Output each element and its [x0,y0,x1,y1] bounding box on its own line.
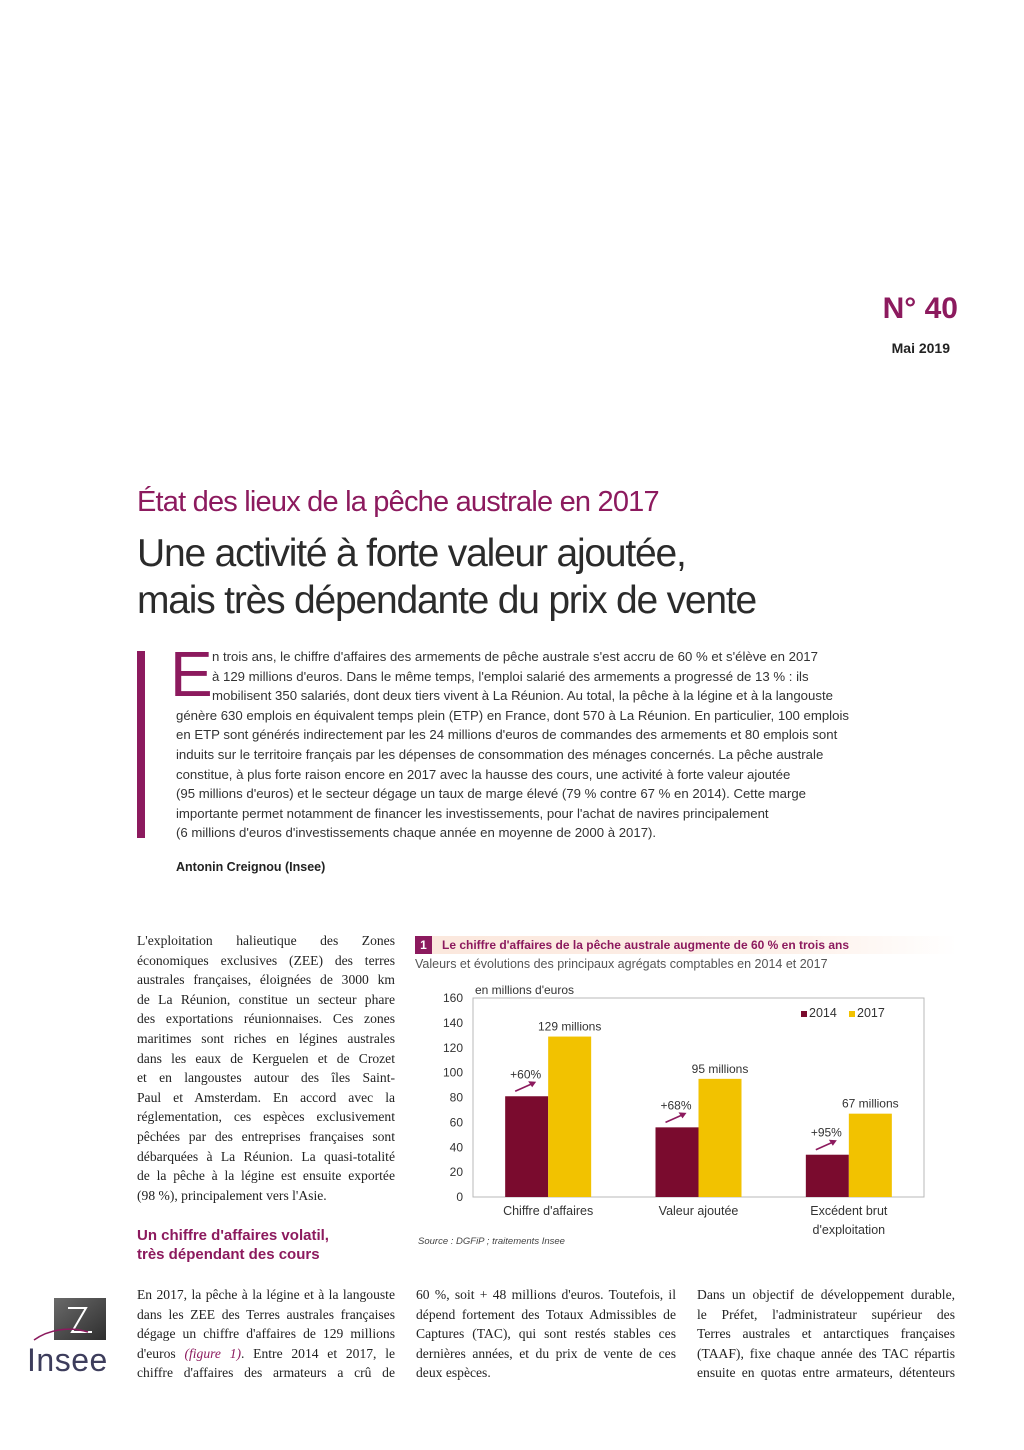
figure-reference-link[interactable]: (figure 1) [184,1345,242,1361]
body-line: ensuite en quotas entre armateurs, détenteurs [697,1365,955,1381]
legend-swatch [849,1011,855,1017]
insee-wordmark: Insee [27,1342,108,1378]
body-line: réglementation, ces espèces exclusivement [137,1109,395,1125]
body-line: et en langoustes autour des îles Saint- [137,1070,395,1086]
y-tick-label: 60 [449,1115,463,1130]
lead-line: n trois ans, le chiffre d'affaires des armements de pêche australe s'est accru de 60 % et s'élève en 2017 [212,649,818,664]
body-line: de La Réunion, constitue un secteur phare [137,991,395,1007]
subheading-line: très dépendant des cours [137,1246,320,1263]
x-tick-label: Chiffre d'affaires [503,1204,594,1218]
body-line: Terres australes et antarctiques françaises [697,1326,955,1342]
lead-line: constitue, à plus forte raison encore en 2017 avec la hausse des cours, une activité à forte valeur ajoutée [176,766,791,782]
bar-2017 [849,1114,892,1197]
figure-number-badge: 1 [415,936,432,954]
value-label: 129 millions [537,1019,602,1034]
x-tick-label: d'exploitation [812,1223,886,1237]
bar-2017 [699,1079,742,1197]
body-line: (98 %), principalement vers l'Asie. [137,1187,327,1203]
body-line: de la pêche à la légine est ensuite exportée [137,1168,395,1184]
growth-label: +68% [660,1098,692,1113]
lead-line: induits sur le territoire français par les dépenses de consommation des ménages concernés. La pêche australe [176,746,824,762]
body-line: dépend fortement des Totaux Admissibles de [416,1306,676,1322]
body-line [137,1344,395,1364]
body-line: le Préfet, l'administrateur supérieur des [697,1306,955,1322]
lead-accent-bar [137,651,145,838]
article-author: Antonin Creignou (Insee) [176,860,326,874]
x-tick-label: Valeur ajoutée [658,1204,739,1218]
legend-label: 2017 [857,1006,885,1020]
x-tick-label: Excédent brut [810,1204,888,1218]
body-line: des exportations réunionnaises. Ces zones [137,1011,395,1027]
figure-source: Source : DGFiP ; traitements Insee [418,1236,565,1247]
section-subheading [137,1226,329,1264]
lead-line: à 129 millions d'euros. Dans le même temps, l'emploi salarié des armements a progressé de 13 % : ils [212,668,809,684]
body-line: australes françaises, éloignées de 3000 km [137,972,395,988]
body-line: dans les eaux de Kerguelen et de Crozet [137,1050,395,1066]
body-line: Paul et Amsterdam. En accord avec la [137,1089,395,1105]
body-line: 60 %, soit + 48 millions d'euros. Toutefois, il [416,1287,676,1302]
growth-label: +95% [810,1125,842,1140]
body-line: En 2017, la pêche à la légine et à la langouste [137,1287,395,1302]
body-line: (TAAF), fixe chaque année des TAC répartis [697,1345,955,1361]
y-tick-label: 20 [449,1165,463,1180]
bar-2014 [806,1155,849,1197]
growth-label: +60% [510,1067,542,1082]
lead-line: (6 millions d'euros d'investissements chaque année en moyenne de 2000 à 2017). [176,825,657,841]
bar-2017 [548,1037,591,1197]
body-line: débarquées à La Réunion. La quasi-totalité [137,1148,395,1164]
y-tick-label: 160 [442,991,463,1005]
body-line: chiffre d'affaires des armateurs a crû de [137,1365,395,1381]
body-column-2 [416,1285,676,1383]
lead-line: génère 630 emplois en équivalent temps plein (ETP) en France, dont 570 à La Réunion. En particulier, 100 emplois [176,707,849,723]
body-line: deux espèces. [416,1365,491,1381]
lead-line: importante permet notamment de financer les investissements, pour l'achat de navires principalement [176,805,769,821]
figure-subtitle: Valeurs et évolutions des principaux agrégats comptables en 2014 et 2017 [415,957,828,971]
bar-2014 [505,1096,548,1197]
headline-line: Une activité à forte valeur ajoutée, [137,532,686,575]
body-line: maritimes sont riches en légines australes [137,1030,395,1046]
body-text: d'euros [137,1345,185,1361]
body-line: dans les ZEE des Terres australes françaises [137,1306,395,1322]
issue-date: Mai 2019 [891,340,950,356]
lead-line: (95 millions d'euros) et le secteur dégage un taux de marge élevé (79 % contre 67 % en 2014). Cette marge [176,786,807,802]
article-headline [137,530,756,624]
body-line: dernières années, et du prix de vente de ces [416,1345,676,1361]
y-tick-label: 80 [449,1090,463,1105]
body-column-1 [137,1285,395,1383]
y-tick-label: 0 [456,1190,463,1204]
body-line: dégage un chiffre d'affaires de 129 millions [137,1326,395,1342]
y-tick-label: 100 [442,1065,463,1080]
y-tick-label: 140 [442,1015,463,1030]
unit-label: en millions d'euros [475,983,575,997]
bar-2014 [656,1127,699,1197]
body-column-3 [697,1285,955,1383]
lead-line: en ETP sont générés indirectement par les 24 millions d'euros de commandes des armements et 80 emplois sont [176,727,838,743]
article-kicker: État des lieux de la pêche australe en 2017 [137,486,659,518]
body-line: L'exploitation halieutique des Zones [137,933,395,948]
body-text: . Entre 2014 et 2017, le [241,1345,396,1361]
legend-label: 2014 [809,1006,837,1020]
subheading-line: Un chiffre d'affaires volatil, [137,1227,329,1244]
lead-paragraph [176,647,936,843]
body-line: pêchées par des entreprises françaises sont [137,1128,395,1144]
intro-column [137,931,395,1205]
issue-number: N° 40 [882,292,958,325]
y-tick-label: 120 [442,1040,463,1055]
lead-dropcap: E [170,638,213,710]
bar-chart [415,978,945,1238]
figure-title: Le chiffre d'affaires de la pêche australe augmente de 60 % en trois ans [442,938,849,952]
body-line: Captures (TAC), qui sont restés stables ces [416,1326,676,1342]
headline-line: mais très dépendante du prix de vente [137,579,757,622]
body-line: Dans un objectif de développement durable, [697,1287,955,1302]
body-line: économiques exclusives (ZEE) des terres [137,952,395,968]
value-label: 95 millions [691,1061,749,1076]
value-label: 67 millions [841,1096,899,1111]
y-tick-label: 40 [449,1140,463,1155]
legend-swatch [801,1011,807,1017]
lead-line: mobilisent 350 salariés, dont deux tiers vivent à La Réunion. Au total, la pêche à la légine et à la langouste [212,688,833,704]
